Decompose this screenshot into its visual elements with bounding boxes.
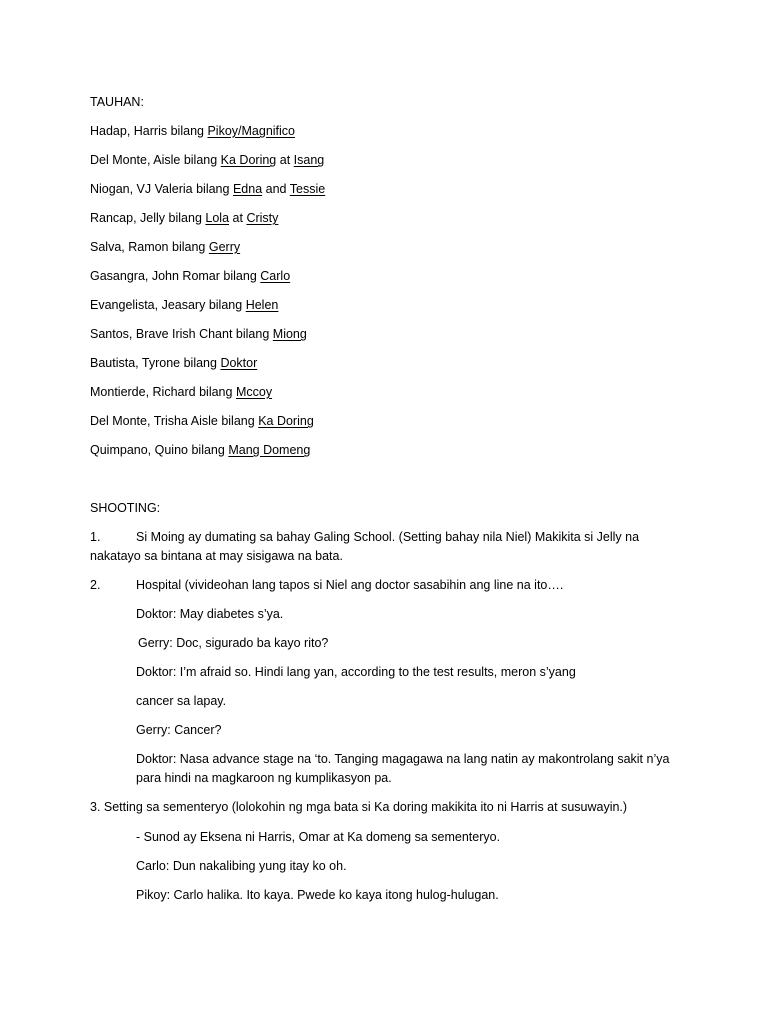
actor-name: Del Monte, Aisle: [90, 153, 181, 167]
role-name: Carlo: [260, 269, 291, 283]
role-link-word: bilang: [183, 356, 217, 370]
cast-row: [90, 268, 290, 284]
dialogue-line: Gerry: Doc, sigurado ba kayo rito?: [138, 636, 329, 650]
actor-name: Del Monte, Trisha Aisle: [90, 414, 218, 428]
item-number: 2.: [90, 578, 101, 592]
role-separator: at: [232, 211, 243, 225]
role-name: Ka Doring: [220, 153, 277, 167]
second-role-name: Isang: [293, 153, 325, 167]
actor-name: Salva, Ramon: [90, 240, 169, 254]
item-text: Si Moing ay dumating sa bahay Galing School. (Setting bahay nila Niel) Makikita si Jelly na: [136, 530, 640, 544]
role-name: Miong: [272, 327, 307, 341]
second-role-name: Cristy: [246, 211, 279, 225]
role-link-word: bilang: [170, 124, 204, 138]
item-number: 1.: [90, 530, 101, 544]
cast-row: [90, 413, 314, 429]
cast-row: [90, 442, 310, 458]
cast-row: [90, 181, 325, 197]
actor-name: Quimpano, Quino: [90, 443, 188, 457]
actor-name: Gasangra, John Romar: [90, 269, 220, 283]
role-name: Edna: [232, 182, 263, 196]
cast-row: [90, 384, 272, 400]
cast-row: [90, 239, 240, 255]
role-link-word: bilang: [235, 327, 270, 341]
dialogue-line: Doktor: May diabetes s’ya.: [136, 607, 284, 621]
actor-name: Rancap, Jelly: [90, 211, 166, 225]
actor-name: Santos, Brave Irish Chant: [90, 327, 233, 341]
role-name: Pikoy/Magnifico: [207, 124, 296, 138]
role-name: Mang Domeng: [228, 443, 311, 457]
role-link-word: bilang: [196, 182, 230, 196]
dialogue-line: Carlo: Dun nakalibing yung itay ko oh.: [136, 859, 347, 873]
item-text: Hospital (vivideohan lang tapos si Niel ang doctor sasabihin ang line na ito….: [136, 578, 564, 592]
role-name: Helen: [245, 298, 279, 312]
role-name: Doktor: [220, 356, 258, 370]
cast-row: [90, 326, 307, 342]
cast-heading: TAUHAN:: [90, 95, 144, 109]
item-text: 3. Setting sa sementeryo (lolokohin ng mga bata si Ka doring makikita ito ni Harris at susuwayin.): [90, 800, 628, 814]
shooting-heading: SHOOTING:: [90, 501, 161, 515]
role-link-word: bilang: [191, 443, 225, 457]
role-link-word: bilang: [199, 385, 233, 399]
role-link-word: bilang: [183, 153, 218, 167]
actor-name: Niogan, VJ Valeria: [90, 182, 193, 196]
actor-name: Evangelista, Jeasary: [90, 298, 206, 312]
role-name: Mccoy: [235, 385, 273, 399]
dialogue-line: Gerry: Cancer?: [136, 723, 222, 737]
role-link-word: bilang: [208, 298, 243, 312]
role-separator: at: [279, 153, 291, 167]
role-name: Ka Doring: [258, 414, 314, 428]
second-role-name: Tessie: [289, 182, 326, 196]
role-name: Lola: [205, 211, 230, 225]
actor-name: Montierde, Richard: [90, 385, 196, 399]
dialogue-line: Doktor: I’m afraid so. Hindi lang yan, according to the test results, meron s’yang: [136, 665, 576, 679]
cast-row: [90, 210, 278, 226]
cast-row: [90, 297, 278, 313]
role-name: Gerry: [208, 240, 241, 254]
dialogue-line: Pikoy: Carlo halika. Ito kaya. Pwede ko kaya itong hulog-hulugan.: [136, 888, 499, 902]
dialogue-line: Doktor: Nasa advance stage na ‘to. Tanging magagawa na lang natin ay makontrolang sakit n’ya: [136, 752, 670, 766]
dialogue-line: cancer sa lapay.: [136, 694, 227, 708]
cast-row: [90, 123, 295, 139]
cast-row: [90, 355, 257, 371]
role-link-word: bilang: [168, 211, 202, 225]
item-text: nakatayo sa bintana at may sisigawa na bata.: [90, 549, 343, 563]
cast-row: [90, 152, 324, 168]
actor-name: Hadap, Harris: [90, 124, 168, 138]
role-link-word: bilang: [223, 269, 257, 283]
dialogue-line: - Sunod ay Eksena ni Harris, Omar at Ka domeng sa sementeryo.: [136, 830, 501, 844]
actor-name: Bautista, Tyrone: [90, 356, 181, 370]
role-link-word: bilang: [221, 414, 255, 428]
role-separator: and: [265, 182, 287, 196]
role-link-word: bilang: [172, 240, 206, 254]
dialogue-line: para hindi na magkaroon ng kumplikasyon pa.: [136, 771, 392, 785]
